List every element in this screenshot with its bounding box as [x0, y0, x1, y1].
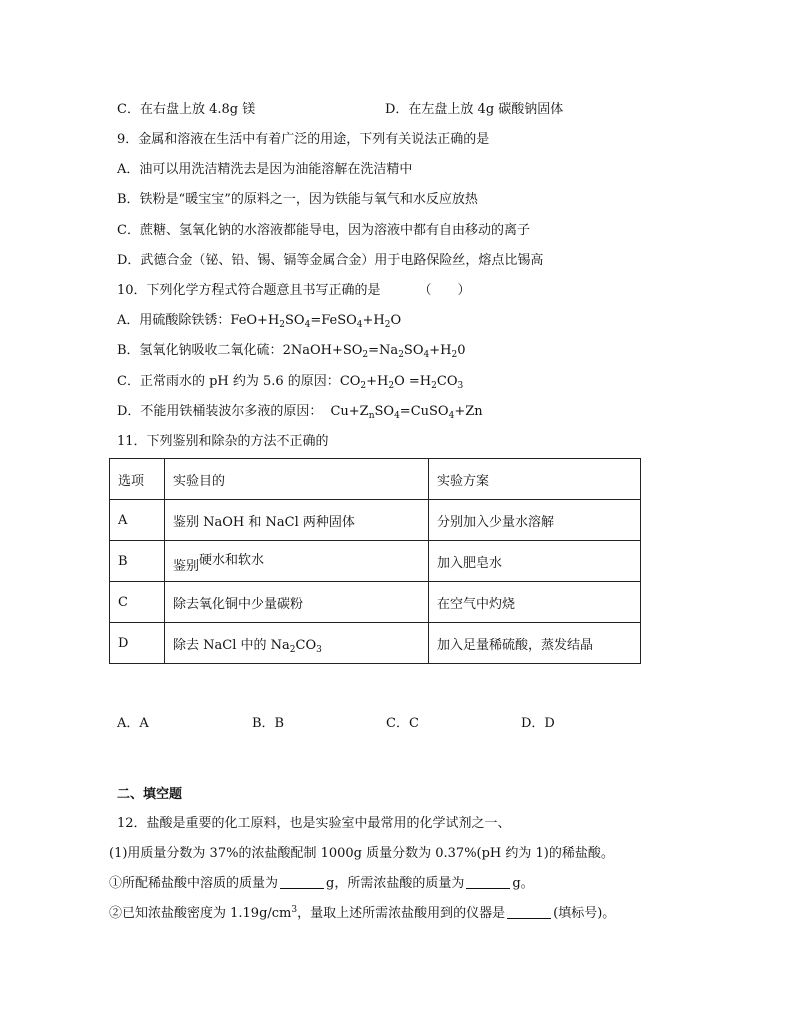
- q9-option-d: D．武德合金（铋、铅、锡、镉等金属合金）用于电路保险丝，熔点比锡高: [117, 253, 544, 268]
- q10-option-d-text: D．不能用铁桶装波尔多液的原因：: [117, 404, 323, 419]
- q10-option-a-text: A．用硫酸除铁锈：: [117, 313, 231, 328]
- q11-stem: 11．下列鉴别和除杂的方法不正确的: [117, 434, 329, 449]
- q8-option-c: C．在右盘上放 4.8g 镁: [117, 102, 256, 117]
- q10-option-a: [117, 313, 401, 329]
- q9-stem: 9．金属和溶液在生活中有着广泛的用途，下列有关说法正确的是: [117, 132, 490, 147]
- q10-stem-text: 10．下列化学方程式符合题意且书写正确的是: [117, 283, 381, 298]
- header-purpose: 实验目的: [165, 459, 429, 500]
- q10-option-a-equation: $FeO+H_2SO_4=FeSO_4+H_2O$: [230, 313, 402, 330]
- row-purpose: 除去 NaCl 中的 $Na_2CO_3$: [165, 623, 429, 664]
- row-purpose: 除去氧化铜中少量碳粉: [165, 582, 429, 623]
- q12-sub1-text-a: ①所配稀盐酸中溶质的质量为: [109, 876, 279, 891]
- q9-option-c: C．蔗糖、氢氧化钠的水溶液都能导电，因为溶液中都有自由移动的离子: [117, 223, 530, 238]
- table-row: [110, 541, 641, 582]
- q11-answer-c: C．C: [386, 716, 419, 731]
- header-method: 实验方案: [429, 459, 641, 500]
- q9-option-a: A．油可以用洗洁精洗去是因为油能溶解在洗洁精中: [117, 162, 413, 177]
- q12-sub2: [109, 906, 615, 922]
- q12-sub2-superscript: 3: [291, 905, 298, 915]
- row-option: B: [110, 541, 165, 582]
- q10-option-b: [117, 343, 465, 359]
- row-option: D: [110, 623, 165, 664]
- row-purpose: 鉴别硬水和软水: [165, 541, 429, 582]
- row-method: 在空气中灼烧: [429, 582, 641, 623]
- q10-option-c: [117, 374, 463, 390]
- q11-answer-b: B．B: [252, 716, 285, 731]
- q9-option-b: B．铁粉是“暖宝宝”的原料之一，因为铁能与氧气和水反应放热: [117, 192, 478, 207]
- q12-sub2-text-b: ，量取上述所需浓盐酸用到的仪器是: [297, 906, 506, 921]
- q10-answer-paren: （ ）: [418, 283, 471, 298]
- row-method: 分别加入少量水溶解: [429, 500, 641, 541]
- row-method: 加入足量稀硫酸，蒸发结晶: [429, 623, 641, 664]
- q12-part1: (1)用质量分数为 37%的浓盐酸配制 1000g 质量分数为 0.37%(pH 约为 1)的稀盐酸。: [109, 846, 614, 861]
- q10-option-b-text: B．氢氧化钠吸收二氧化硫：: [117, 343, 283, 358]
- row-option: C: [110, 582, 165, 623]
- table-header-row: [110, 459, 641, 500]
- row-option: A: [110, 500, 165, 541]
- q10-option-b-equation: $2NaOH+SO_2=Na_2SO_4+H_20$: [282, 343, 466, 360]
- row-purpose: 鉴别 NaOH 和 NaCl 两种固体: [165, 500, 429, 541]
- answer-blank[interactable]: [466, 876, 510, 889]
- q12-sub2-text-a: ②已知浓盐酸密度为 1.19g/cm: [109, 906, 292, 921]
- q10-option-d: [117, 404, 483, 420]
- section-heading: 二、填空题: [117, 787, 183, 802]
- q11-options-table: [109, 458, 641, 664]
- table-row: [110, 500, 641, 541]
- table-row: [110, 623, 641, 664]
- q10-option-c-equation: $CO_2+H_2O =H_2CO_3$: [339, 374, 464, 391]
- q12-sub1: [109, 876, 534, 892]
- answer-blank[interactable]: [280, 876, 324, 889]
- q12-sub1-text-b: g，所需浓盐酸的质量为: [326, 876, 465, 891]
- q12-sub1-text-c: g。: [512, 876, 534, 891]
- q10-option-c-text: C．正常雨水的 pH 约为 5.6 的原因：: [117, 374, 340, 389]
- table-row: [110, 582, 641, 623]
- q12-stem: 12．盐酸是重要的化工原料，也是实验室中最常用的化学试剂之一、: [117, 816, 511, 831]
- q12-sub2-text-c: (填标号)。: [553, 906, 616, 921]
- q11-answer-d: D．D: [521, 716, 555, 731]
- header-option: 选项: [110, 459, 165, 500]
- q11-answer-a: A．A: [117, 716, 149, 731]
- row-method: 加入肥皂水: [429, 541, 641, 582]
- answer-blank[interactable]: [507, 906, 551, 919]
- q10-stem: [117, 283, 471, 299]
- q8-option-d: D．在左盘上放 4g 碳酸钠固体: [385, 102, 564, 117]
- q10-option-d-equation: $Cu+Z_nSO_4=CuSO_4+Zn$: [330, 404, 483, 421]
